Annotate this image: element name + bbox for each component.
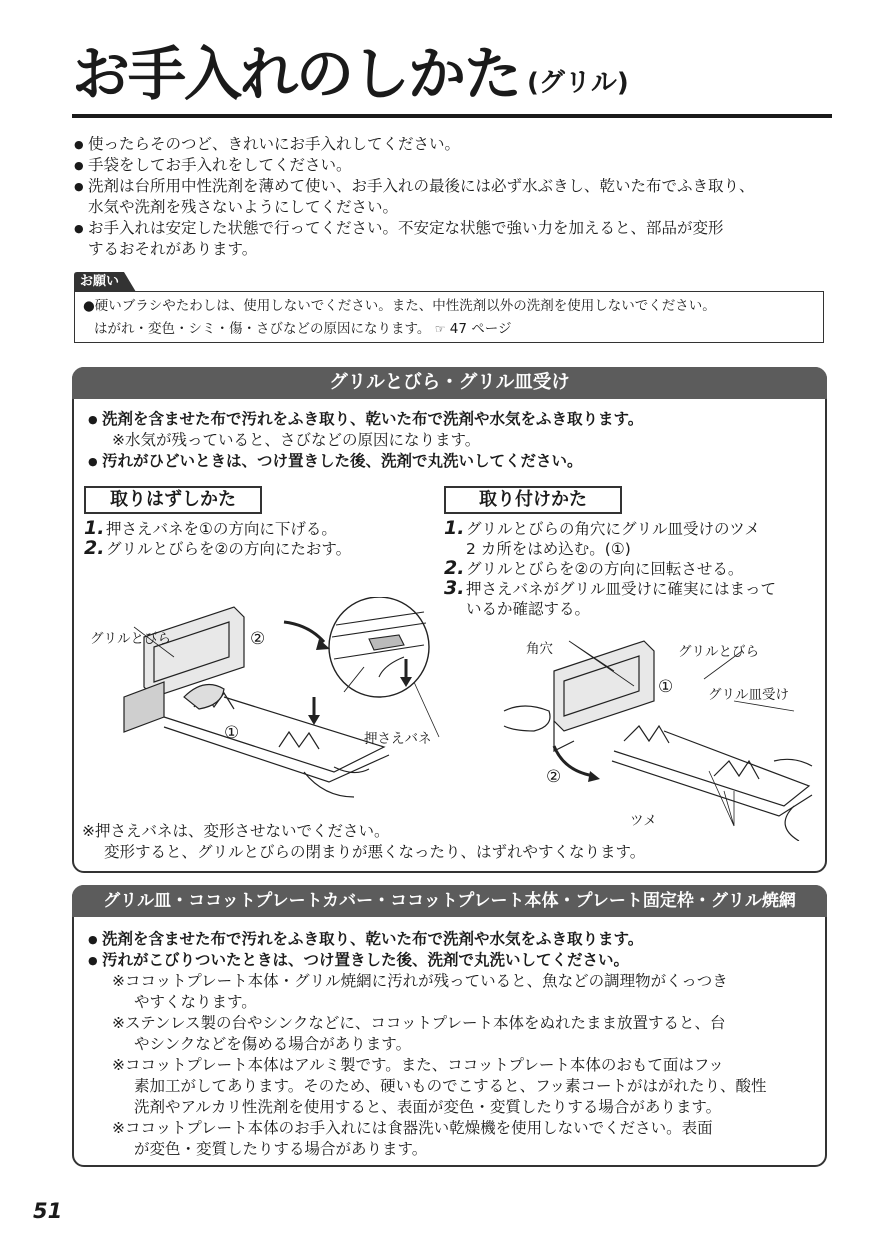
notice-line: ●硬いブラシやたわしは、使用しないでください。また、中性洗剤以外の洗剤を使用しないでください。 [83,298,716,314]
attach-heading: 取り付けかた [444,486,622,514]
step-text: いるか確認する。 [466,600,591,618]
step-text: 押さえバネを①の方向に下げる。 [106,520,337,538]
label-spring: 押さえバネ [364,731,432,747]
label-circle-1: ① [224,723,240,743]
notice-line2: はがれ・変色・シミ・傷・さびなどの原因になります。 [94,321,431,337]
intro-bullet: ● お手入れは安定した状態で行ってください。不安定な状態で強い力を加えると、部品が変形 [74,218,834,239]
label-grill-plate-receiver: グリル皿受け [708,687,789,703]
lead-bullet: ● 汚れがひどいときは、つけ置きした後、洗剤で丸洗いしてください。 [88,451,818,472]
title-underline [72,114,832,118]
section-lead [88,409,818,472]
step-number: 2. [84,537,105,559]
notice-tag-label: お願い [80,274,120,289]
page-title-main: お手入れのしかた [72,40,521,108]
label-circle-2: ② [250,629,266,649]
section-header: グリルとびら・グリル皿受け [72,367,827,399]
lead-note: ※ステンレス製の台やシンクなどに、ココットプレート本体をぬれたまま放置すると、台 [112,1014,726,1032]
section2-lead [88,929,818,1160]
step-item [84,539,434,559]
notice-box [74,291,824,343]
label-grill-door: グリルとびら [90,631,171,647]
step-text: グリルとびらを②の方向に回転させる。 [466,560,744,578]
step-text: グリルとびらを②の方向にたおす。 [106,540,352,558]
lead-note-cont: やすくなります。 [134,993,257,1011]
remove-steps [84,519,434,559]
step-number: 1. [444,517,465,539]
label-claw: ツメ [630,813,657,829]
note-line: 変形すると、グリルとびらの閉まりが悪くなったり、はずれやすくなります。 [104,843,646,861]
remove-heading: 取りはずしかた [84,486,262,514]
step-item [444,519,819,539]
notice-line1: 硬いブラシやたわしは、使用しないでください。また、中性洗剤以外の洗剤を使用しないでください。 [94,298,716,314]
notice-page-ref[interactable]: 47 ページ [449,321,512,337]
step-text: グリルとびらの角穴にグリル皿受けのツメ [466,520,760,538]
section-door-panel [72,367,827,873]
lead-note-cont: 洗剤やアルカリ性洗剤を使用すると、表面が変色・変質したりする場合があります。 [134,1098,722,1116]
intro-bullet: ● 手袋をしてお手入れをしてください。 [74,155,834,176]
lead-note-cont: 素加工がしてあります。そのため、硬いものでこすると、フッ素コートがはがれたり、酸性 [134,1077,767,1095]
label-square-hole: 角穴 [526,641,553,657]
label-attach-circle-2: ② [546,767,562,787]
section-grill-plate-panel [72,885,827,1167]
step-item [444,579,819,599]
label-attach-circle-1: ① [658,677,674,697]
note-line: ※押さえバネは、変形させないでください。 [82,822,390,840]
step-text: 2 カ所をはめ込む。(①) [466,540,631,558]
notice-line [83,318,823,341]
lead-note: ※水気が残っていると、さびなどの原因になります。 [112,431,481,449]
step-number: 3. [444,577,465,599]
lead-bullet: ● 洗剤を含ませた布で汚れをふき取り、乾いた布で洗剤や水気をふき取ります。 [88,409,818,430]
step-text: 押さえバネがグリル皿受けに確実にはまって [466,580,777,598]
lead-note-cont: が変色・変質したりする場合があります。 [134,1140,428,1158]
section1-note [82,821,802,863]
lead-note: ※ココットプレート本体はアルミ製です。また、ココットプレート本体のおもて面はフッ [112,1056,724,1074]
page-title-sub: (グリル) [527,68,629,98]
step-item-cont [444,539,819,559]
lead-bullet: ● 洗剤を含ませた布で汚れをふき取り、乾いた布で洗剤や水気をふき取ります。 [88,929,818,950]
step-number: 1. [84,517,105,539]
step-number: 2. [444,557,465,579]
pointing-hand-icon: ☞ [434,322,446,336]
attach-steps [444,519,819,619]
page-number: 51 [33,1199,63,1223]
intro-bullet: ● 洗剤は台所用中性洗剤を薄めて使い、お手入れの最後には必ず水ぶきし、乾いた布でふき取り、 [74,176,834,197]
lead-bullet: ● 汚れがこびりついたときは、つけ置きした後、洗剤で丸洗いしてください。 [88,950,818,971]
notice-tag [74,272,140,292]
step-item [84,519,434,539]
label-attach-grill-door: グリルとびら [678,644,759,660]
intro-bullets [74,134,834,260]
intro-bullet-cont: するおそれがあります。 [88,240,258,258]
page-title [72,42,832,120]
step-item-cont [444,599,819,619]
intro-bullet: ● 使ったらそのつど、きれいにお手入れしてください。 [74,134,834,155]
step-item [444,559,819,579]
intro-bullet-cont: 水気や洗剤を残さないようにしてください。 [88,198,399,216]
section-header: グリル皿・ココットプレートカバー・ココットプレート本体・プレート固定枠・グリル焼網 [72,885,827,917]
lead-note: ※ココットプレート本体のお手入れには食器洗い乾燥機を使用しないでください。表面 [112,1119,713,1137]
lead-note: ※ココットプレート本体・グリル焼網に汚れが残っていると、魚などの調理物がくっつき [112,972,728,990]
lead-note-cont: やシンクなどを傷める場合があります。 [134,1035,412,1053]
